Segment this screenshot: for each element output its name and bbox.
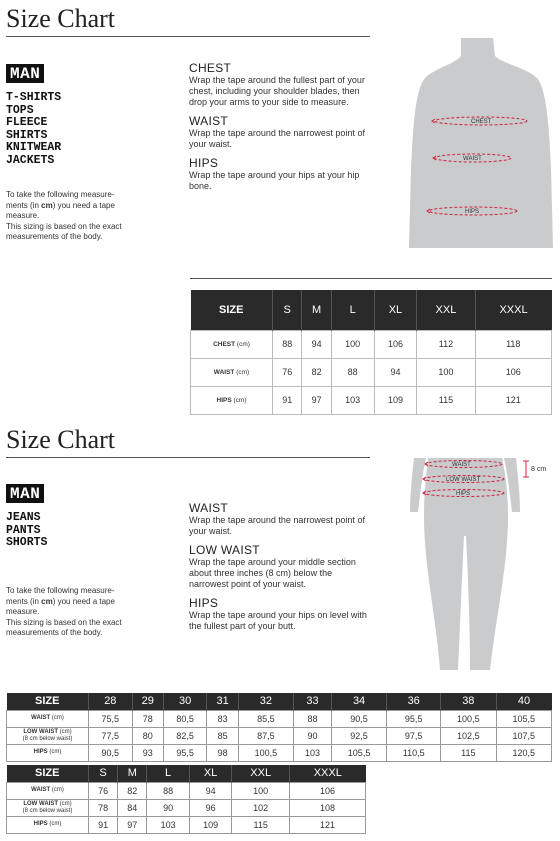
table-cell: 112 (417, 330, 475, 358)
table-cell: 121 (290, 816, 366, 833)
table-header-row (7, 693, 552, 710)
table-cell: 91 (89, 816, 118, 833)
table-header-cell: M (302, 290, 331, 330)
table-header-cell: 34 (331, 693, 386, 710)
table-cell: 84 (118, 799, 147, 816)
category-item: SHIRTS (6, 128, 48, 142)
legs-figure (404, 456, 554, 674)
legs-silhouette (424, 458, 508, 670)
figure-label-chest: CHEST (471, 119, 492, 125)
table-header-cell: L (147, 765, 189, 782)
table-row (191, 330, 552, 358)
table-cell: 120,5 (496, 744, 551, 761)
table-row (7, 799, 366, 816)
table-cell: 90 (147, 799, 189, 816)
table-cell: 82 (302, 358, 331, 386)
measure-text: Wrap the tape around your middle section about three inches (8 cm) below the narrowest point of your waist. (189, 557, 356, 589)
table-cell: 85 (207, 727, 238, 744)
table-header-cell: M (118, 765, 147, 782)
measure-heading: LOW WAIST (189, 543, 260, 557)
category-item: JACKETS (6, 153, 55, 167)
figure-label-waist: WAIST (452, 462, 471, 468)
table-cell: 80 (132, 727, 163, 744)
table-row (7, 727, 552, 744)
category-item: T-SHIRTS (6, 91, 62, 104)
table-cell: 100 (331, 330, 374, 358)
measure-heading: WAIST (189, 501, 229, 515)
table-cell: 90,5 (331, 710, 386, 727)
table-cell: 100 (417, 358, 475, 386)
category-list (6, 512, 47, 550)
table-cell: 115 (232, 816, 290, 833)
table-cell: 76 (89, 782, 118, 799)
table-cell: 75,5 (89, 710, 133, 727)
figure-label-waist: WAIST (463, 156, 482, 162)
row-label: WAIST (cm) (191, 358, 273, 386)
table-cell: 107,5 (496, 727, 551, 744)
figure-label-offset: 8 cm (531, 466, 547, 473)
table-header-cell: XL (189, 765, 231, 782)
table-cell: 80,5 (163, 710, 207, 727)
figure-label-hips: HIPS (456, 491, 471, 497)
measurement-note: To take the following measure- ments (in cm) you need a tape measure. This sizing is based on the exact measurements of the body. (6, 586, 122, 637)
table-cell: 95,5 (387, 710, 441, 727)
measure-text: Wrap the tape around the fullest part of your chest, including your shoulder blades, then drop your arms to your side to measure. (189, 75, 365, 107)
title-divider (6, 36, 370, 37)
table-cell: 88 (147, 782, 189, 799)
table-row (7, 782, 366, 799)
table-header-cell: 33 (294, 693, 332, 710)
category-item: SHORTS (6, 536, 48, 549)
table-cell: 110,5 (387, 744, 441, 761)
title-divider (6, 457, 370, 458)
table-header-cell: S (273, 290, 302, 330)
torso-figure (405, 38, 555, 248)
table-cell: 85,5 (238, 710, 293, 727)
table-header-cell: XXXL (290, 765, 366, 782)
measure-heading: WAIST (189, 114, 229, 128)
row-label: WAIST (cm) (7, 710, 89, 727)
page-title: Size Chart (6, 4, 116, 33)
table-cell: 109 (189, 816, 231, 833)
table-cell: 88 (294, 710, 332, 727)
table-cell: 82 (118, 782, 147, 799)
table-cell: 95,5 (163, 744, 207, 761)
table-header-cell: 30 (163, 693, 207, 710)
row-label: CHEST (cm) (191, 330, 273, 358)
row-label: LOW WAIST (cm) (8 cm below waist) (7, 799, 89, 816)
table-cell: 88 (331, 358, 374, 386)
table-header-cell: 32 (238, 693, 293, 710)
table-cell: 94 (189, 782, 231, 799)
table-cell: 100,5 (238, 744, 293, 761)
table-header-row (7, 765, 366, 782)
gender-badge: MAN (6, 484, 44, 503)
table-row (7, 710, 552, 727)
table-header-cell: 40 (496, 693, 551, 710)
table-cell: 105,5 (496, 710, 551, 727)
measurement-note: To take the following measure- ments (in cm) you need a tape measure. This sizing is based on the exact measurements of the body. (6, 190, 122, 241)
left-arm-silhouette (410, 458, 426, 512)
tops-size-table (190, 290, 552, 415)
table-cell: 98 (207, 744, 238, 761)
jeans-numeric-size-table (6, 693, 552, 762)
table-cell: 115 (441, 744, 496, 761)
table-header-cell: SIZE (7, 765, 89, 782)
table-cell: 92,5 (331, 727, 386, 744)
figure-label-hips: HIPS (465, 209, 480, 215)
measure-text: Wrap the tape around your hips at your hip bone. (189, 170, 360, 191)
table-cell: 103 (331, 386, 374, 414)
table-divider (190, 278, 552, 279)
table-cell: 108 (290, 799, 366, 816)
category-item: JEANS (6, 511, 41, 524)
table-cell: 90,5 (89, 744, 133, 761)
measure-text: Wrap the tape around your hips on level with the fullest part of your butt. (189, 610, 367, 631)
page-title: Size Chart (6, 425, 116, 454)
table-cell: 115 (417, 386, 475, 414)
table-cell: 97 (302, 386, 331, 414)
table-cell: 102 (232, 799, 290, 816)
table-cell: 76 (273, 358, 302, 386)
table-cell: 106 (475, 358, 551, 386)
table-cell: 106 (374, 330, 417, 358)
table-header-cell: 36 (387, 693, 441, 710)
table-cell: 100 (232, 782, 290, 799)
table-row (7, 744, 552, 761)
table-cell: 83 (207, 710, 238, 727)
category-item: FLEECE (6, 116, 48, 129)
table-header-cell: S (89, 765, 118, 782)
row-label: LOW WAIST (cm) (8 cm below waist) (7, 727, 89, 744)
table-cell: 106 (290, 782, 366, 799)
jeans-letter-size-table (6, 765, 366, 834)
measure-instructions (189, 502, 374, 639)
table-cell: 121 (475, 386, 551, 414)
table-cell: 97,5 (387, 727, 441, 744)
table-cell: 118 (475, 330, 551, 358)
table-cell: 77,5 (89, 727, 133, 744)
table-header-cell: 31 (207, 693, 238, 710)
figure-label-low-waist: LOW WAIST (446, 477, 481, 483)
row-label: WAIST (cm) (7, 782, 89, 799)
table-cell: 93 (132, 744, 163, 761)
row-label: HIPS (cm) (7, 744, 89, 761)
table-header-row (191, 290, 552, 330)
table-cell: 103 (294, 744, 332, 761)
table-cell: 88 (273, 330, 302, 358)
category-item: PANTS (6, 523, 41, 537)
measure-instructions (189, 62, 374, 199)
table-header-cell: 29 (132, 693, 163, 710)
table-cell: 78 (132, 710, 163, 727)
table-cell: 90 (294, 727, 332, 744)
table-header-cell: 38 (441, 693, 496, 710)
measure-heading: HIPS (189, 596, 219, 610)
table-cell: 109 (374, 386, 417, 414)
table-header-cell: XL (374, 290, 417, 330)
table-cell: 105,5 (331, 744, 386, 761)
table-header-cell: SIZE (191, 290, 273, 330)
table-cell: 94 (374, 358, 417, 386)
table-row (191, 358, 552, 386)
table-cell: 82,5 (163, 727, 207, 744)
table-header-cell: L (331, 290, 374, 330)
measure-heading: CHEST (189, 61, 232, 75)
table-row (7, 816, 366, 833)
table-cell: 91 (273, 386, 302, 414)
table-header-cell: SIZE (7, 693, 89, 710)
table-cell: 78 (89, 799, 118, 816)
table-cell: 97 (118, 816, 147, 833)
table-header-cell: XXL (232, 765, 290, 782)
category-item: TOPS (6, 103, 34, 117)
table-cell: 102,5 (441, 727, 496, 744)
row-label: HIPS (cm) (191, 386, 273, 414)
gender-badge: MAN (6, 64, 44, 83)
measure-text: Wrap the tape around the narrowest point of your waist. (189, 128, 365, 149)
torso-silhouette (409, 38, 553, 248)
table-cell: 94 (302, 330, 331, 358)
table-cell: 96 (189, 799, 231, 816)
measure-text: Wrap the tape around the narrowest point of your waist. (189, 515, 365, 536)
table-row (191, 386, 552, 414)
table-cell: 103 (147, 816, 189, 833)
row-label: HIPS (cm) (7, 816, 89, 833)
measure-heading: HIPS (189, 156, 219, 170)
table-cell: 100,5 (441, 710, 496, 727)
table-cell: 87,5 (238, 727, 293, 744)
table-header-cell: XXL (417, 290, 475, 330)
table-header-cell: XXXL (475, 290, 551, 330)
category-item: KNITWEAR (6, 141, 62, 154)
table-header-cell: 28 (89, 693, 133, 710)
category-list (6, 92, 61, 167)
